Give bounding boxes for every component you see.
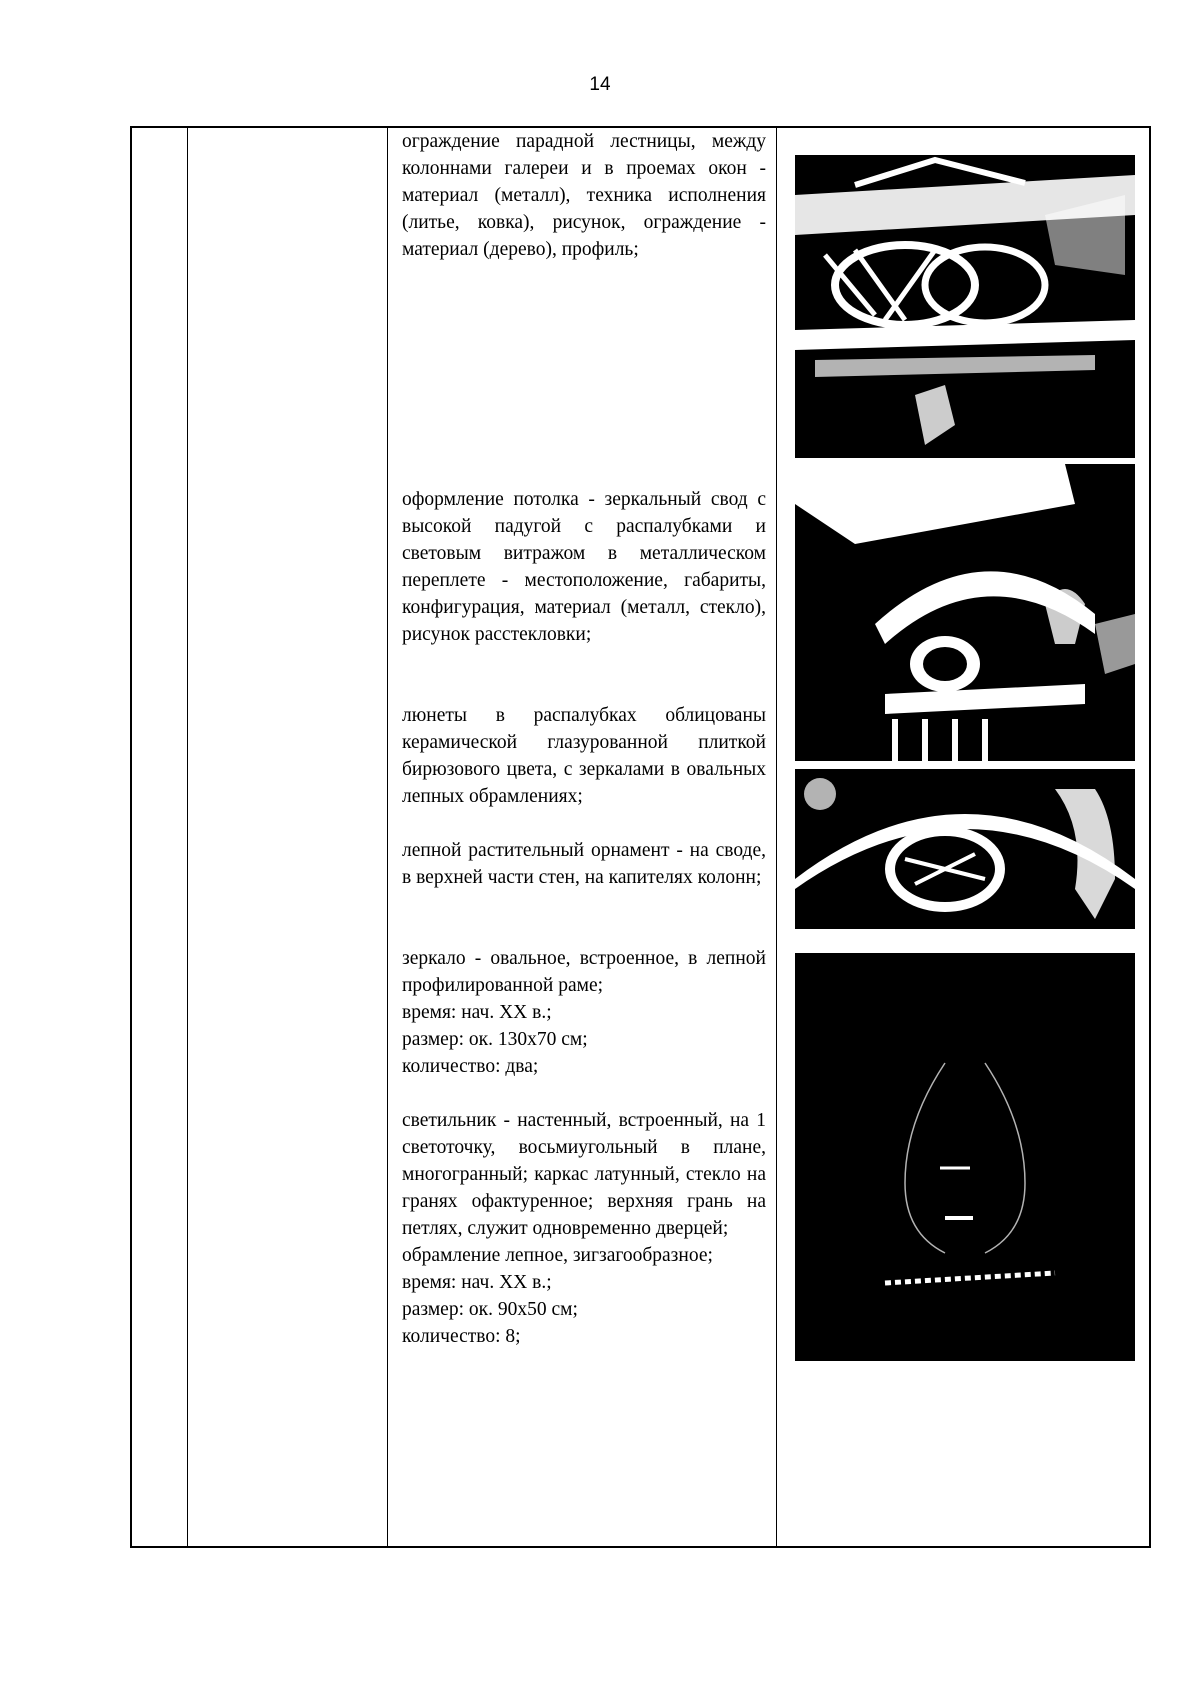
lunettes-text: люнеты в распалубках облицованы керамической глазурованной плиткой бирюзового цвета, с зеркалами в овальных лепных обрамлениях; bbox=[402, 705, 766, 807]
lamp-count: количество: 8; bbox=[402, 1326, 521, 1347]
photo-ceiling bbox=[795, 464, 1135, 761]
mirror-size: размер: ок. 130х70 см; bbox=[402, 1029, 588, 1050]
mirror-time: время: нач. XX в.; bbox=[402, 1002, 552, 1023]
column-divider bbox=[776, 128, 777, 1546]
lamp-time: время: нач. XX в.; bbox=[402, 1272, 552, 1293]
mirror-text: зеркало - овальное, встроенное, в лепной профилированной раме; bbox=[402, 948, 766, 996]
ornament-text: лепной растительный орнамент - на своде, в верхней части стен, на капителях колонн; bbox=[402, 840, 766, 888]
block-ceiling bbox=[402, 486, 766, 648]
block-lamp bbox=[402, 1107, 766, 1350]
lamp-text: светильник - настенный, встроенный, на 1 светоточку, восьмиугольный в плане, многогранный; каркас латунный, стекло на гранях офактуренное; верхняя грань на петлях, служит одновременно дверцей; bbox=[402, 1110, 766, 1239]
column-divider bbox=[187, 128, 188, 1546]
block-ornament bbox=[402, 837, 766, 891]
block-mirror bbox=[402, 945, 766, 1080]
column-divider bbox=[387, 128, 388, 1546]
photo-railing bbox=[795, 155, 1135, 458]
block-railing bbox=[402, 128, 766, 263]
ceiling-text: оформление потолка - зеркальный свод с высокой падугой с распалубками и световым витражом в металлическом переплете - местоположение, габариты, конфигурация, материал (металл, стекло), рисунок расстекловки; bbox=[402, 489, 766, 645]
lamp-frame: обрамление лепное, зигзагообразное; bbox=[402, 1245, 713, 1266]
block-lunettes bbox=[402, 702, 766, 810]
page-number: 14 bbox=[589, 74, 611, 95]
table-frame bbox=[130, 126, 1151, 1548]
railing-text: ограждение парадной лестницы, между колоннами галереи и в проемах окон - материал (металл), техника исполнения (литье, ковка), рисунок, ограждение - материал (дерево), профиль; bbox=[402, 131, 766, 260]
mirror-count: количество: два; bbox=[402, 1056, 539, 1077]
photo-lamp bbox=[795, 953, 1135, 1361]
photo-lunette bbox=[795, 769, 1135, 947]
lamp-size: размер: ок. 90х50 см; bbox=[402, 1299, 578, 1320]
